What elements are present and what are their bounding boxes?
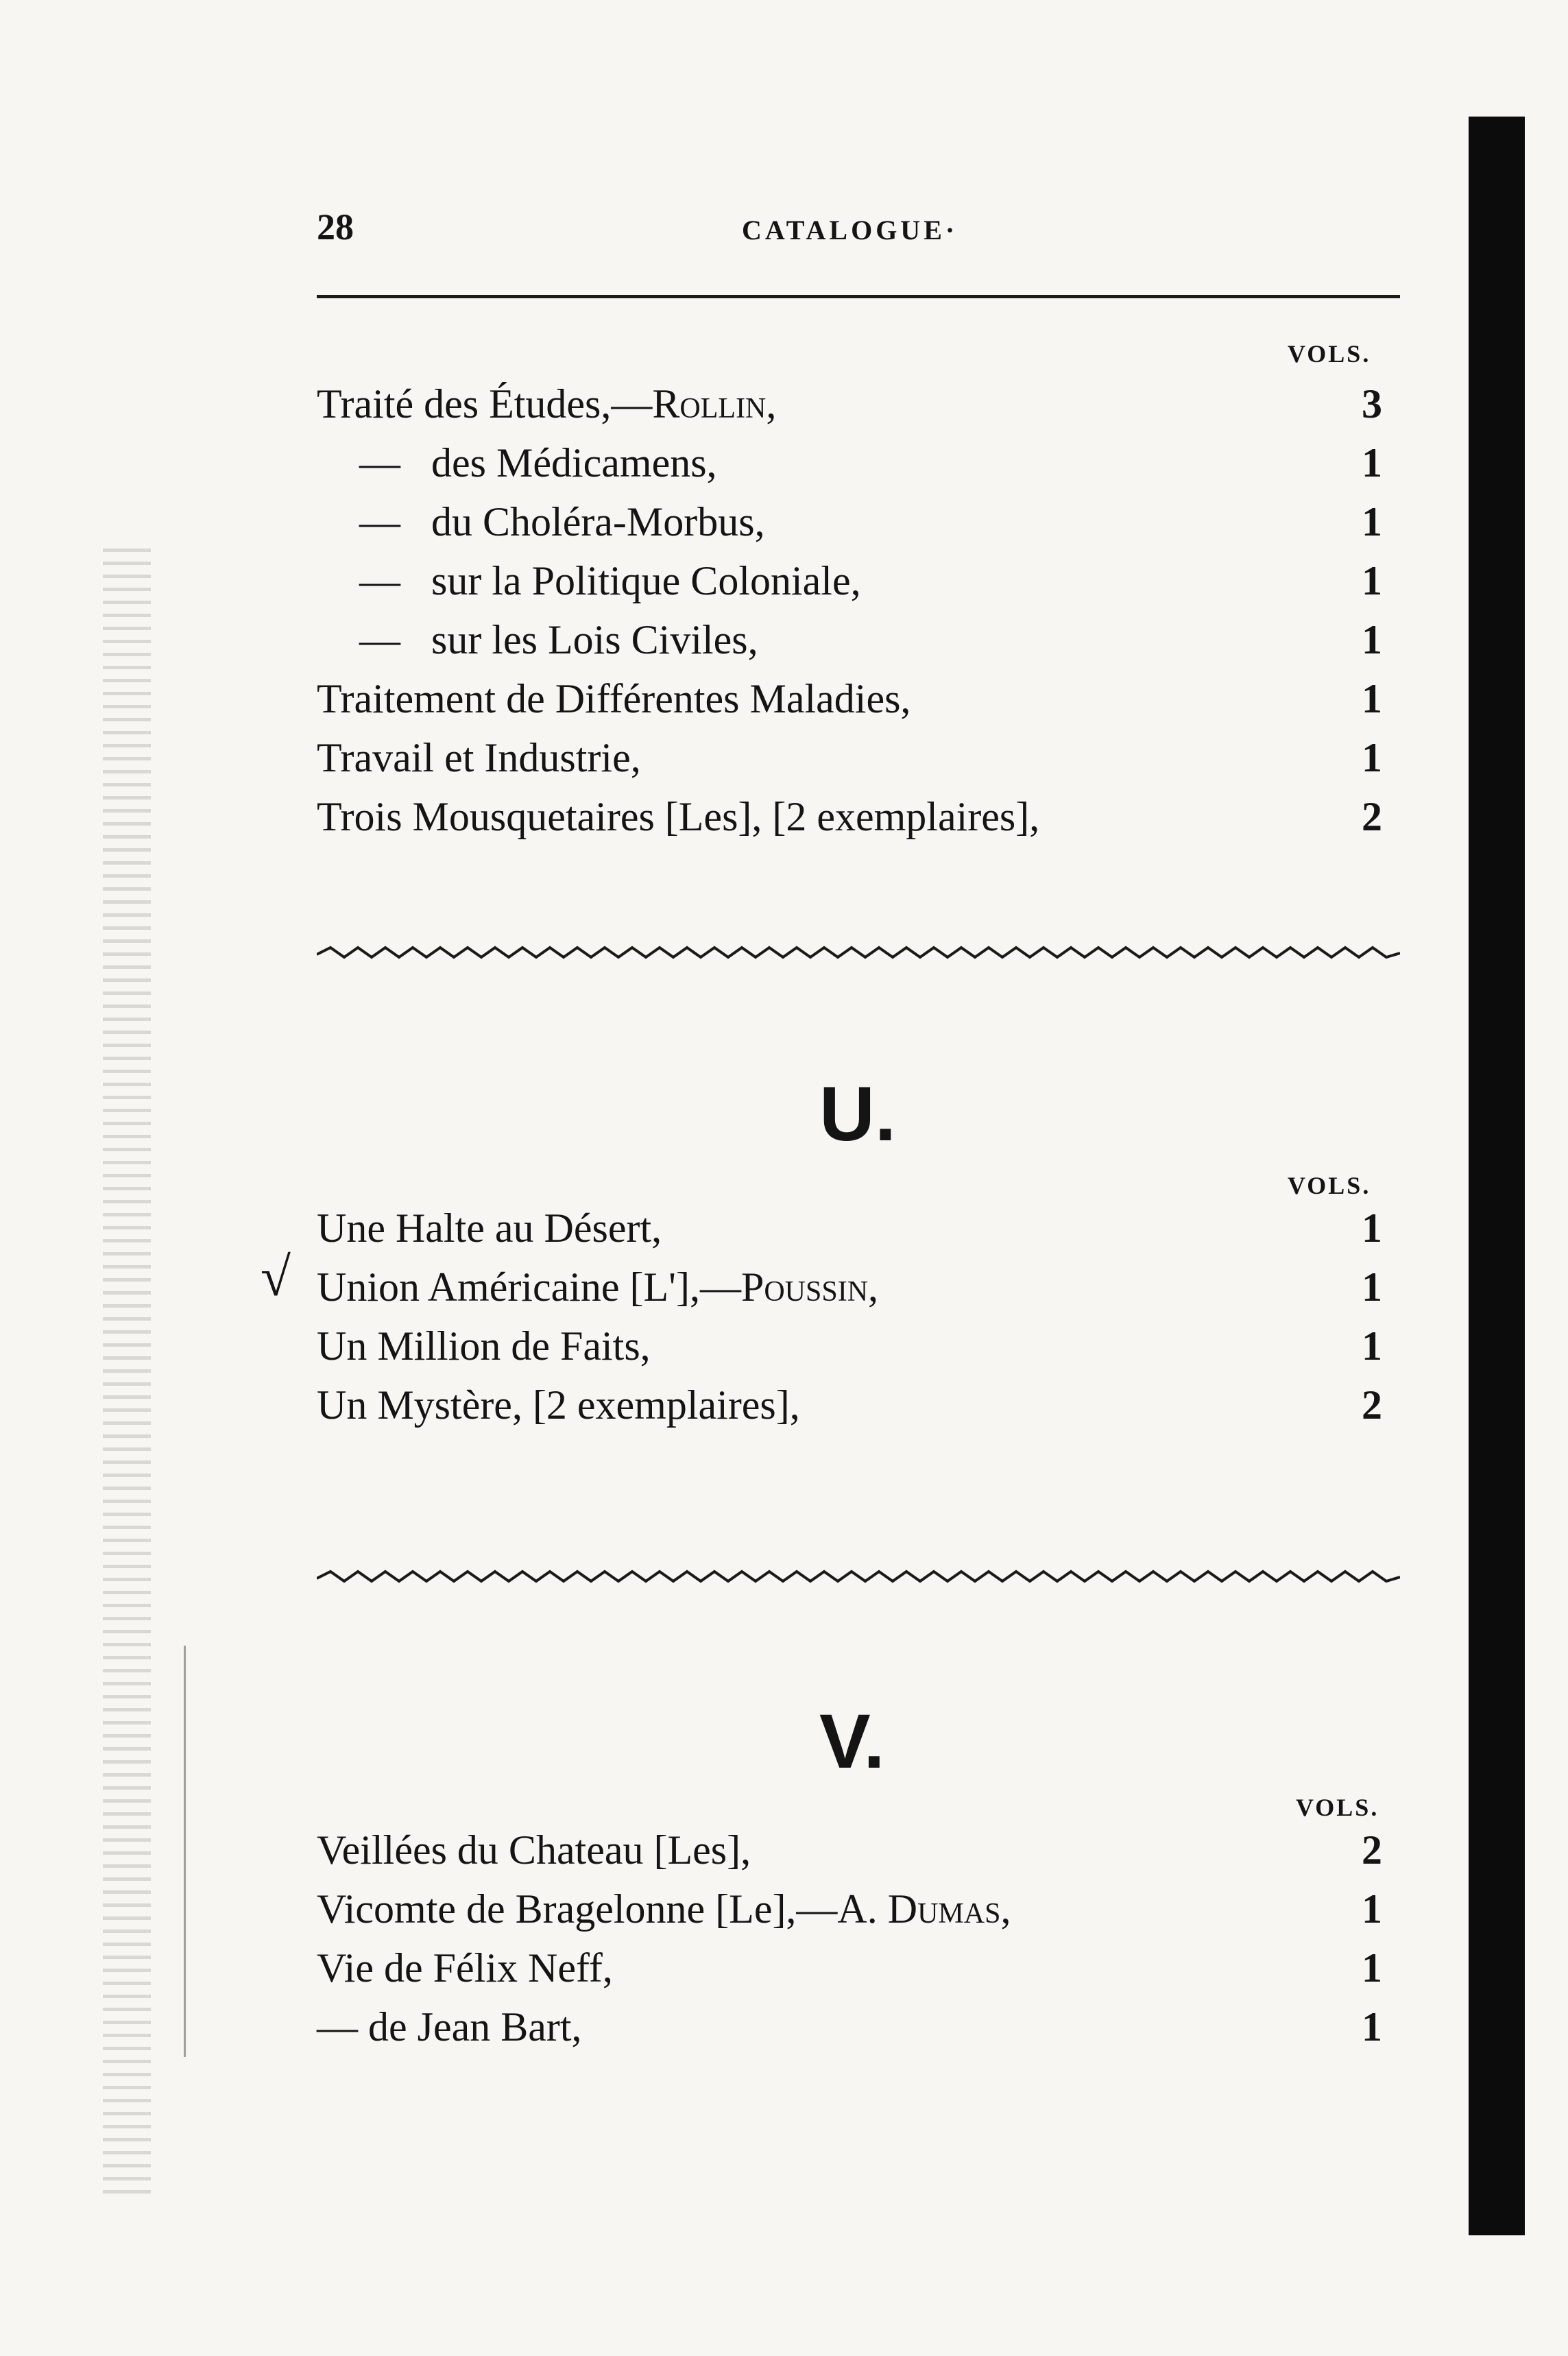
entry-title: Traitement de Différentes Maladies,	[317, 676, 911, 721]
wavy-divider	[317, 1563, 1400, 1591]
entry-vols: 3	[1362, 381, 1382, 426]
catalogue-entry	[317, 1997, 1407, 2056]
entry-author: Rollin	[652, 381, 767, 426]
checkmark-annotation: √	[261, 1247, 291, 1308]
entry-title: sur la Politique Coloniale,	[431, 558, 861, 603]
page-number: 28	[317, 206, 354, 248]
ditto-dash: —	[359, 617, 400, 662]
page-edge-shadow	[1469, 117, 1525, 2235]
entry-vols: 1	[1362, 1264, 1382, 1310]
entry-title: Travail et Industrie,	[317, 735, 641, 780]
entry-title: Vicomte de Bragelonne [Le],—A.	[317, 1886, 888, 1932]
entry-vols: 1	[1362, 558, 1382, 603]
running-title: CATALOGUE·	[742, 215, 958, 245]
section-letter-heading: V.	[819, 1698, 885, 1784]
entry-vols: 1	[1362, 1323, 1382, 1369]
entry-title: de Jean Bart,	[368, 2004, 582, 2050]
entry-vols: 2	[1362, 1827, 1382, 1873]
entry-title: Une Halte au Désert,	[317, 1205, 662, 1251]
entry-vols: 2	[1362, 794, 1382, 839]
entry-title: Trois Mousquetaires [Les], [2 exemplaires],	[317, 794, 1040, 839]
catalogue-entry: Union Américaine [L'],—Poussin, 1	[317, 1258, 1407, 1317]
wavy-divider	[317, 939, 1400, 967]
entry-vols: 2	[1362, 1382, 1382, 1428]
entry-title: Vie de Félix Neff,	[317, 1945, 613, 1991]
entry-title: sur les Lois Civiles,	[431, 617, 758, 662]
catalogue-entry	[317, 787, 1407, 846]
header-rule	[317, 295, 1400, 298]
vols-column-header: VOLS.	[1288, 1172, 1371, 1199]
catalogue-entry	[317, 1375, 1407, 1434]
entry-vols: 1	[1362, 2004, 1382, 2050]
page-bleed-through	[103, 549, 151, 2194]
entry-vols: 1	[1362, 440, 1382, 485]
entry-author: Dumas	[887, 1886, 1001, 1932]
entry-title: Un Million de Faits,	[317, 1323, 651, 1369]
catalogue-entry	[317, 669, 1407, 728]
catalogue-entry	[317, 1317, 1407, 1375]
ditto-dash: —	[359, 558, 400, 603]
ditto-dash: —	[359, 440, 400, 485]
entry-vols: 1	[1362, 1886, 1382, 1932]
vols-column-header: VOLS.	[1288, 340, 1371, 368]
ditto-dash: —	[317, 2004, 358, 2050]
vols-column-header: VOLS.	[1296, 1794, 1379, 1821]
entry-title: Traité des Études,—	[317, 381, 653, 426]
entry-title: des Médicamens,	[431, 440, 717, 485]
catalogue-entry	[317, 1199, 1407, 1258]
entry-vols: 1	[1362, 1205, 1382, 1251]
entry-title: Un Mystère, [2 exemplaires],	[317, 1382, 800, 1428]
catalogue-entry	[317, 728, 1407, 787]
entry-title: Veillées du Chateau [Les],	[317, 1827, 751, 1873]
catalogue-entry: Vicomte de Bragelonne [Le],—A. Dumas, 1	[317, 1879, 1407, 1938]
page-header	[317, 206, 1400, 261]
ditto-dash: —	[359, 499, 400, 544]
entry-vols: 1	[1362, 1945, 1382, 1991]
entry-title: Union Américaine [L'],—	[317, 1264, 741, 1310]
entry-vols: 1	[1362, 499, 1382, 544]
catalogue-entry	[317, 1938, 1407, 1997]
catalogue-entry: Traité des Études,—Rollin, 3	[317, 374, 1407, 433]
catalogue-entry	[317, 551, 1407, 610]
entry-author: Poussin	[740, 1264, 869, 1310]
entry-vols: 1	[1362, 617, 1382, 662]
page-crease	[178, 1646, 192, 2057]
section-letter-heading: U.	[819, 1071, 896, 1157]
entry-vols: 1	[1362, 735, 1382, 780]
catalogue-entry	[317, 492, 1407, 551]
catalogue-entry	[317, 433, 1407, 492]
entry-title: du Choléra-Morbus,	[431, 499, 765, 544]
entry-vols: 1	[1362, 676, 1382, 721]
catalogue-entry	[317, 610, 1407, 669]
catalogue-entry	[317, 1820, 1407, 1879]
